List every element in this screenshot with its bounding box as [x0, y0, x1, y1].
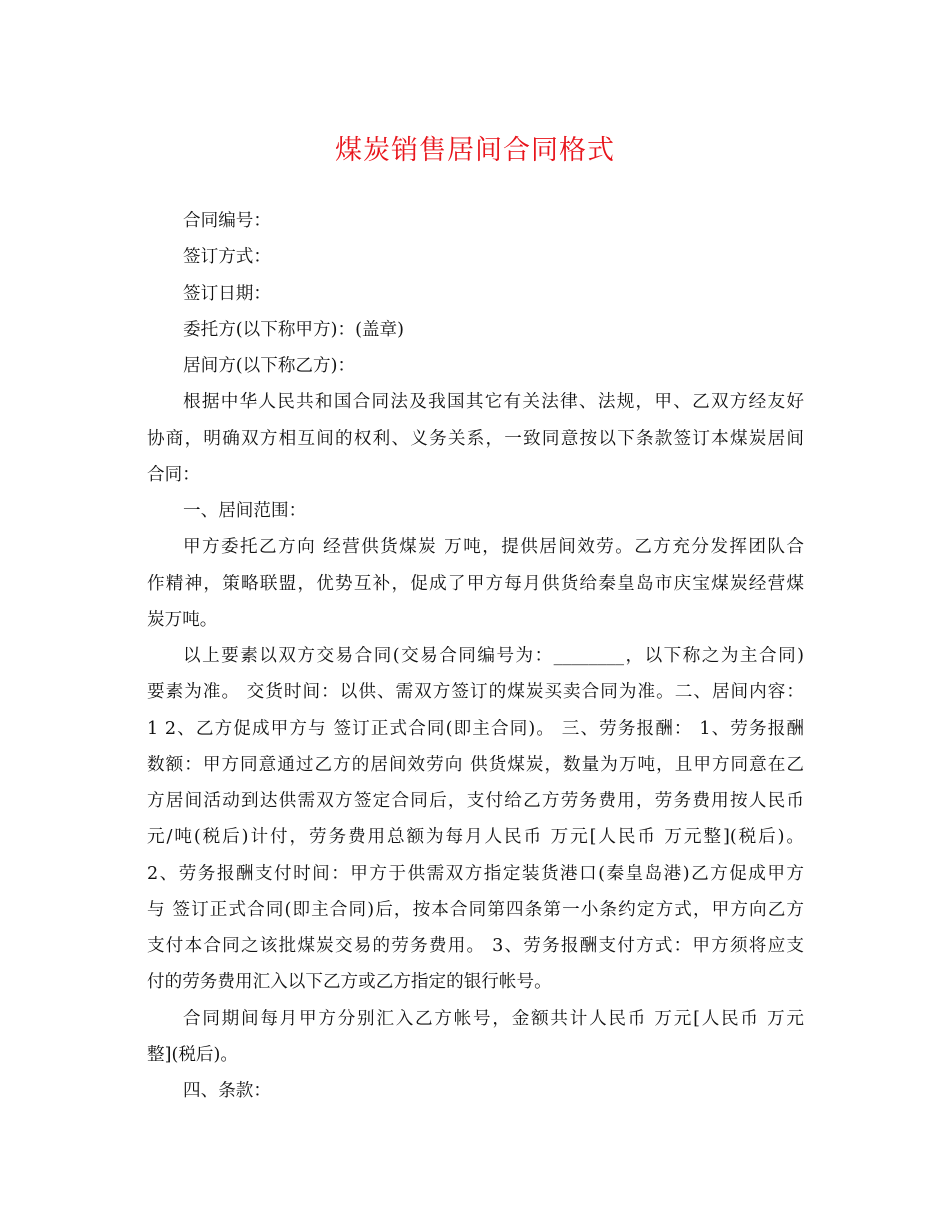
text-line: 甲方委托乙方向 经营供货煤炭 万吨，提供居间效劳。乙方充分发挥团队合: [183, 537, 804, 558]
document-title: 煤炭销售居间合同格式: [335, 135, 615, 166]
text-line: 一、居间范围：: [183, 501, 307, 521]
text-line: 居间方(以下称乙方)：: [183, 356, 356, 376]
text-line: 签订方式：: [183, 247, 271, 268]
text-line: 合同期间每月甲方分别汇入乙方帐号，金额共计人民币 万元[人民币 万元: [183, 1008, 804, 1029]
text-line: 2、劳务报酬支付时间：甲方于供需双方指定装货港口(秦皇岛港)乙方促成甲方: [147, 863, 804, 884]
text-line: 作精神，策略联盟，优势互补，促成了甲方每月供货给秦皇岛市庆宝煤炭经营煤: [147, 573, 804, 594]
text-line: 元/吨(税后)计付，劳务费用总额为每月人民币 万元[人民币 万元整](税后)。: [147, 827, 804, 848]
text-line: 合同：: [147, 464, 200, 485]
text-line: 支付本合同之该批煤炭交易的劳务费用。 3、劳务报酬支付方式：甲方须将应支: [147, 936, 804, 956]
text-line: 1 2、乙方促成甲方与 签订正式合同(即主合同)。 三、劳务报酬： 1、劳务报酬: [147, 718, 804, 739]
text-line: 根据中华人民共和国合同法及我国其它有关法律、法规，甲、乙双方经友好: [183, 392, 804, 413]
text-line: 炭万吨。: [147, 609, 218, 630]
document-body: [147, 203, 804, 1109]
text-line: 四、条款：: [183, 1081, 271, 1101]
text-line: 签订日期：: [183, 283, 271, 304]
text-line: 委托方(以下称甲方)：(盖章): [183, 319, 404, 340]
text-line: 协商，明确双方相互间的权利、义务关系，一致同意按以下条款签订本煤炭居间: [147, 428, 804, 449]
text-line: 整](税后)。: [147, 1044, 238, 1065]
text-line: 数额：甲方同意通过乙方的居间效劳向 供货煤炭，数量为万吨，且甲方同意在乙: [147, 754, 804, 775]
text-line: 方居间活动到达供需双方签定合同后，支付给乙方劳务费用，劳务费用按人民币: [147, 791, 804, 811]
text-line: 要素为准。 交货时间：以供、需双方签订的煤炭买卖合同为准。二、居间内容：: [147, 682, 804, 703]
text-line: 以上要素以双方交易合同(交易合同编号为：________，以下称之为主合同): [183, 646, 804, 666]
text-line: 付的劳务费用汇入以下乙方或乙方指定的银行帐号。: [147, 972, 552, 993]
text-line: 合同编号：: [183, 211, 271, 231]
text-line: 与 签订正式合同(即主合同)后，按本合同第四条第一小条约定方式，甲方向乙方: [147, 899, 804, 920]
